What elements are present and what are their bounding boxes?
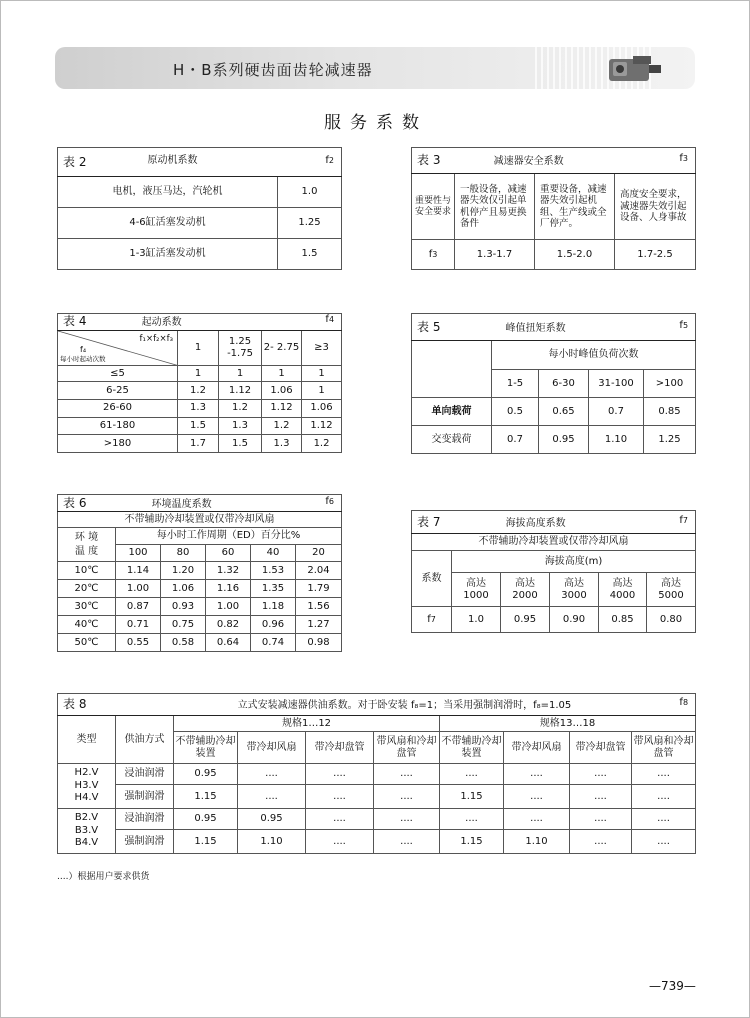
- row-header: 供油方式: [116, 716, 174, 764]
- table-cell: 1-3缸活塞发动机: [58, 239, 278, 270]
- table-cell: 高度安全要求，减速器失效引起设备、人身事故: [615, 174, 696, 240]
- table-label: 表 2: [63, 154, 87, 169]
- table-header: 表 2 原动机系数 f2: [58, 148, 342, 177]
- gear-reducer-image: [607, 53, 665, 85]
- table-3: 表 3 减速器安全系数 f3 重要性与安全要求 一般设备，减速器失效仅引起单机停产且易更换备件 重要设备，减速器失效引起机组、生产线或全厂停产。 高度安全要求，减速器失效引起设备、人身事故 f3 1.3-1.7 1.5-2.0 1.7-2.5: [411, 147, 696, 270]
- table-cell: 1.5: [278, 239, 342, 270]
- column-group-header: 每小时峰值负荷次数: [492, 341, 696, 370]
- table-cell: 重要设备，减速器失效引起机组、生产线或全厂停产。: [535, 174, 615, 240]
- table-header: 表 7 海拔高度系数 f7: [412, 511, 696, 534]
- page-number: —739—: [649, 979, 696, 993]
- table-2: [57, 147, 342, 270]
- table-header: 表 4 起动系数 f4: [58, 314, 342, 331]
- corner-cell: f₁×f₂×f₃ f₄ 每小时起动次数: [58, 330, 178, 365]
- column-group-header: 规格1…12: [174, 716, 440, 732]
- table-cell: 1.7-2.5: [615, 240, 696, 270]
- table-header: 表 3 减速器安全系数 f3: [412, 148, 696, 174]
- row-header: 环 境 温 度: [58, 528, 116, 562]
- table-title: 原动机系数: [147, 154, 198, 166]
- table-cell: 4-6缸活塞发动机: [58, 208, 278, 239]
- type-group: B2.V B3.V B4.V: [58, 809, 116, 854]
- column-group-header: 规格13…18: [440, 716, 696, 732]
- table-cell: 1.5-2.0: [535, 240, 615, 270]
- table-6: 表 6 环境温度系数 f6 不带辅助冷却装置或仅带冷却风扇 环 境 温 度 每小时工作周期（ED）百分比% 100 80 60 40 20 10℃ 1.14 1.20 1.32 1.53 2.04 20℃ 1.00 1.06 1.16 1.35 1.79 30℃ 0.87 0.93 1.00 1.18 1.56 40℃ 0.71 0.75 0.82 0.96 1.27 50℃ 0.55 0.58 0.64 0.74 0.98: [57, 494, 342, 652]
- section-title: 服务系数: [324, 113, 428, 133]
- table-cell: 1.3-1.7: [455, 240, 535, 270]
- column-header: ≥3: [302, 330, 342, 365]
- table-4: 表 4 起动系数 f4 f₁×f₂×f₃ f₄ 每小时起动次数 1 1.25 -1.75 2- 2.75 ≥3 ≤5 1 1 1 1 6-25 1.2 1.12 1.06 1 26-60 1.3 1.2 1.12 1.06 61-180 1.5 1.3 1.2 1.12 >180 1.7 1.5 1.3 1.2: [57, 313, 342, 453]
- table-header: 表 6 环境温度系数 f6: [58, 495, 342, 512]
- table-cell: 电机，液压马达，汽轮机: [58, 177, 278, 208]
- table-5: 表 5 峰值扭矩系数 f5 每小时峰值负荷次数 1-5 6-30 31-100 >100 单向载荷 0.5 0.65 0.7 0.85 交变载荷 0.7 0.95 1.10 1.25: [411, 313, 696, 454]
- column-header: 1: [178, 330, 219, 365]
- table-8: 表 8 立式安装减速器供油系数。对于卧安装 f₈=1；当采用强制润滑时，f₈=1.05 f8 类型 供油方式 规格1…12 规格13…18 不带辅助冷却装置 带冷却风扇 带冷却盘管 带风扇和冷却盘管 不带辅助冷却装置 带冷却风扇 带冷却盘管 带风扇和冷却盘管 H2.V H3.V H4.V 浸油润滑 0.95 .... .... .... .... .... .... .... 强制润滑 1.15 .... .... .... 1.15 .... .... .... B2.V B3.V B4.V 浸油润滑 0.95 0.95 .... .... .... .... .... .... 强制润滑 1.15 1.10 .... .... 1.15 1.10 .... ....: [57, 693, 696, 854]
- column-group-header: 每小时工作周期（ED）百分比%: [116, 528, 342, 545]
- column-group-header: 海拔高度(m): [452, 551, 696, 573]
- column-header: 1.25 -1.75: [219, 330, 262, 365]
- table-header: 表 5 峰值扭矩系数 f5: [412, 314, 696, 341]
- table-header: 表 8 立式安装减速器供油系数。对于卧安装 f₈=1；当采用强制润滑时，f₈=1.05 f8: [58, 694, 696, 716]
- table-7: 表 7 海拔高度系数 f7 不带辅助冷却装置或仅带冷却风扇 系数 海拔高度(m) 高达 1000 高达 2000 高达 3000 高达 4000 高达 5000 f7 1.0 0.95 0.90 0.85 0.80: [411, 510, 696, 633]
- table-cell: 1.25: [278, 208, 342, 239]
- footnote: ....）根据用户要求供货: [57, 872, 150, 882]
- table-cell: 一般设备，减速器失效仅引起单机停产且易更换备件: [455, 174, 535, 240]
- type-group: H2.V H3.V H4.V: [58, 764, 116, 809]
- row-header: 系数: [412, 551, 452, 607]
- header-title: H・B系列硬齿面齿轮减速器: [173, 61, 373, 79]
- row-header: 类型: [58, 716, 116, 764]
- column-header: 2- 2.75: [262, 330, 302, 365]
- table-cell: 1.0: [278, 177, 342, 208]
- header-banner: [55, 47, 695, 89]
- row-header: 重要性与安全要求: [412, 174, 455, 240]
